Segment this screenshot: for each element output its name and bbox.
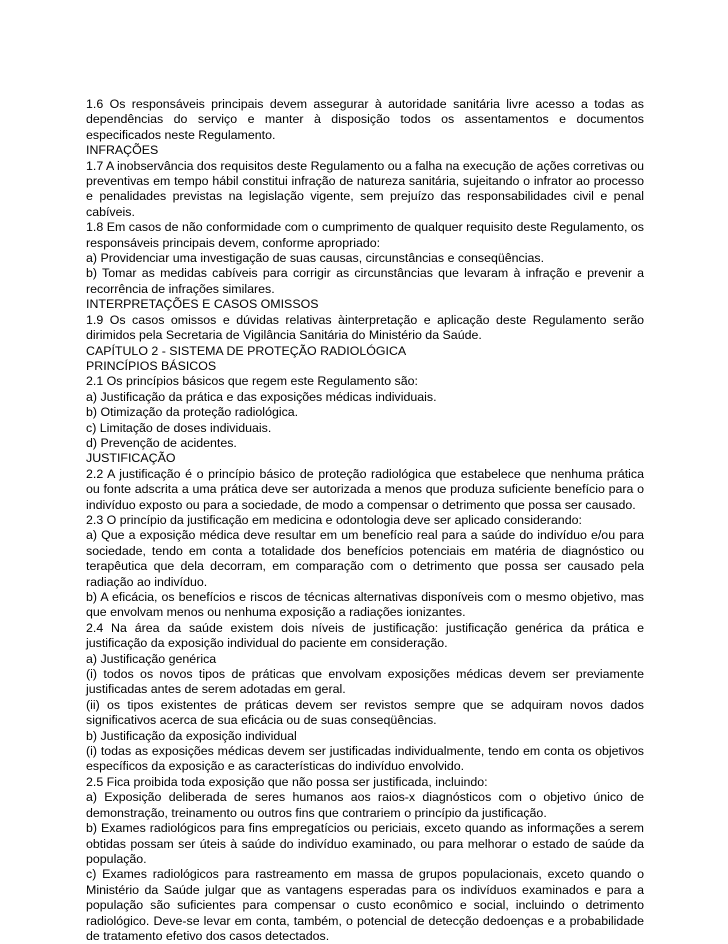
paragraph: 2.1 Os princípios básicos que regem este Regulamento são: xyxy=(86,374,418,389)
paragraph: b) Justificação da exposição individual xyxy=(86,728,297,743)
paragraph: (i) todos os novos tipos de práticas que envolvam exposições médicas devem ser previamente justificadas antes de serem adotadas em geral. xyxy=(86,667,644,697)
paragraph: a) Justificação da prática e das exposições médicas individuais. xyxy=(86,389,437,404)
paragraph: c) Exames radiológicos para rastreamento em massa de grupos populacionais, exceto quando o Ministério da Saúde julgar que as vantagens esperadas para os indivíduos examinados e para a população são suficientes para compensar o custo econômico e social, incluindo o detrimento radiológico. Deve-se levar em conta, também, o potencial de detecção dedoenças e a probabilidade de tratamento efetivo dos casos detectados. xyxy=(86,867,644,943)
paragraph: 2.2 A justificação é o princípio básico de proteção radiológica que estabelece que nenhuma prática ou fonte adscrita a uma prática deve ser autorizada a menos que produza suficiente benefício para o indivíduo exposto ou para a sociedade, de modo a compensar o detrimento que possa ser causado. xyxy=(86,466,644,512)
paragraph: 1.8 Em casos de não conformidade com o cumprimento de qualquer requisito deste Regulamento, os responsáveis principais devem, conforme apropriado: xyxy=(86,220,644,250)
paragraph: c) Limitação de doses individuais. xyxy=(86,420,272,435)
paragraph: (i) todas as exposições médicas devem ser justificadas individualmente, tendo em conta os objetivos específicos da exposição e as características do indivíduo envolvido. xyxy=(86,744,644,774)
paragraph: 2.3 O princípio da justificação em medicina e odontologia deve ser aplicado considerando: xyxy=(86,512,582,527)
paragraph: b) Otimização da proteção radiológica. xyxy=(86,405,299,420)
paragraph: b) Exames radiológicos para fins empregatícios ou periciais, exceto quando as informações a serem obtidas possam ser úteis à saúde do indivíduo examinado, ou para melhorar o estado de saúde da população. xyxy=(86,821,644,866)
section-heading: INTERPRETAÇÕES E CASOS OMISSOS xyxy=(86,297,319,312)
paragraph: a) Exposição deliberada de seres humanos aos raios-x diagnósticos com o objetivo único de demonstração, treinamento ou outros fins que contrariem o princípio da justificação. xyxy=(86,790,644,820)
section-heading: JUSTIFICAÇÃO xyxy=(86,451,176,466)
section-heading: INFRAÇÕES xyxy=(86,143,159,158)
document-page xyxy=(86,97,644,944)
paragraph: 1.9 Os casos omissos e dúvidas relativas àinterpretação e aplicação deste Regulamento serão dirimidos pela Secretaria de Vigilância Sanitária do Ministério da Saúde. xyxy=(86,312,644,343)
paragraph: 2.5 Fica proibida toda exposição que não possa ser justificada, incluindo: xyxy=(86,774,488,789)
paragraph: 2.4 Na área da saúde existem dois níveis de justificação: justificação genérica da prática e justificação da exposição individual do paciente em consideração. xyxy=(86,620,644,651)
paragraph: a) Providenciar uma investigação de suas causas, circunstâncias e conseqüências. xyxy=(86,251,545,266)
paragraph: b) A eficácia, os benefícios e riscos de técnicas alternativas disponíveis com o mesmo objetivo, mas que envolvam menos ou nenhuma exposição a radiações ionizantes. xyxy=(86,590,644,620)
section-heading: CAPÍTULO 2 - SISTEMA DE PROTEÇÃO RADIOLÓGICA xyxy=(86,343,407,358)
paragraph: b) Tomar as medidas cabíveis para corrigir as circunstâncias que levaram à infração e prevenir a recorrência de infrações similares. xyxy=(86,266,644,296)
section-heading: PRINCÍPIOS BÁSICOS xyxy=(86,358,217,373)
paragraph: 1.6 Os responsáveis principais devem assegurar à autoridade sanitária livre acesso a todas as dependências do serviço e manter à disposição todos os assentamentos e documentos especificados neste Regulamento. xyxy=(86,97,644,142)
paragraph: a) Justificação genérica xyxy=(86,651,217,666)
paragraph: (ii) os tipos existentes de práticas devem ser revistos sempre que se adquiram novos dados significativos acerca de sua eficácia ou de suas conseqüências. xyxy=(86,697,644,728)
paragraph: a) Que a exposição médica deve resultar em um benefício real para a saúde do indivíduo e/ou para sociedade, tendo em conta a totalidade dos benefícios potenciais em matéria de diagnóstico ou terapêutica que dela decorram, em comparação com o detrimento que possa ser causado pela radiação ao indivíduo. xyxy=(86,528,644,589)
paragraph: 1.7 A inobservância dos requisitos deste Regulamento ou a falha na execução de ações corretivas ou preventivas em tempo hábil constitui infração de natureza sanitária, sujeitando o infrator ao processo e penalidades previstas na legislação vigente, sem prejuízo das responsabilidades civil e penal cabíveis. xyxy=(86,158,644,219)
paragraph: d) Prevenção de acidentes. xyxy=(86,435,237,450)
